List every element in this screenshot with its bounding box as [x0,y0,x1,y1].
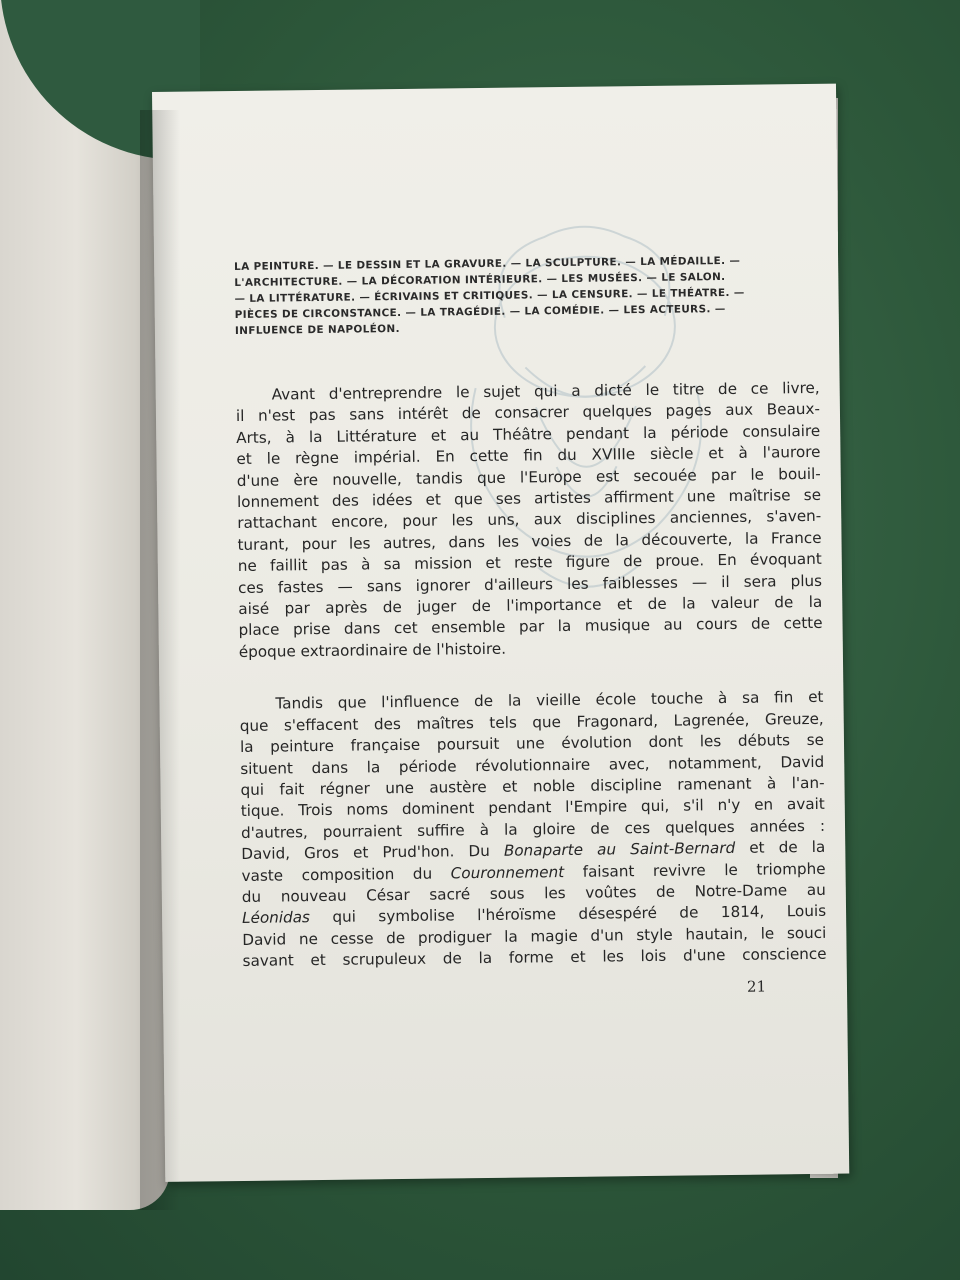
text-run: qui symbolise l'héroïsme désespéré de 1814, Louis [309,902,827,927]
text-line: Avant d'entreprendre le sujet qui a dicté le titre de ce livre, [271,378,820,404]
summary-line: PIÈCES DE CIRCONSTANCE. — LA TRAGÉDIE. — LA COMÉDIE. — LES ACTEURS. — [234,303,726,322]
text-line: David ne cesse de prodiguer la magie d'un style hautain, le souci [242,923,827,949]
text-line: rattachant encore, pour les uns, aux disciplines anciennes, s'aven- [237,507,822,533]
gutter-shadow [140,110,180,1210]
text-line: ces fastes — sans ignorer d'ailleurs les faiblesses — il sera plus [237,571,823,597]
paragraph-2 [239,687,826,972]
text-run: David, Gros et Prud'hon. Du [241,841,505,864]
text-line: ne faillit pas à sa mission et reste figure de proue. En évoquant [237,550,822,576]
text-line: que s'effacent des maîtres tels que Fragonard, Lagrenée, Greuze, [239,709,824,735]
summary-line: L'ARCHITECTURE. — LA DÉCORATION INTÉRIEURE. — LES MUSÉES. — LE SALON. [234,271,726,290]
summary-line: INFLUENCE DE NAPOLÉON. [234,322,401,338]
text-line: aisé par après de juger de l'importance et de la valeur de la [238,592,823,619]
text-line: Arts, à la Littérature et au Théâtre pendant la période consulaire [236,421,821,447]
artwork-title: Couronnement [450,862,565,882]
text-line: lonnement des idées et que ses artistes affirment une maîtrise se [236,485,822,512]
text-line: turant, pour les autres, dans les voies de la découverte, la France [237,528,822,554]
text-run: faisant revivre le triomphe [563,859,826,881]
paragraph-1 [236,378,823,663]
text-line: et le règne impérial. En cette fin du XVIIIe siècle et à l'aurore [236,443,821,469]
text-run: et de la [735,837,826,858]
artwork-title: Léonidas [241,908,311,928]
text-line: tique. Trois noms dominent pendant l'Empire qui, s'il n'y en avait [240,795,825,821]
text-line: Tandis que l'influence de la vieille école touche à sa fin et [275,688,824,713]
text-line: qui fait régner une austère et noble discipline ramenant à l'an- [240,773,825,799]
text-line: place prise dans cet ensemble par la musique au cours de cette [238,614,823,640]
text-line: époque extraordinaire de l'histoire. [238,639,507,661]
text-line: savant et scrupuleux de la forme et les lois d'une conscience [242,944,827,971]
summary-line: — LA LITTÉRATURE. — ÉCRIVAINS ET CRITIQUES. — LA CENSURE. — LE THÉATRE. — [234,286,745,306]
text-line: d'autres, pourraient suffire à la gloire de ces quelques années : [240,816,826,842]
text-line: situent dans la période révolutionnaire avec, notamment, David [240,752,825,778]
page-number: 21 [746,977,767,996]
text-line: il n'est pas sans intérêt de consacrer quelques pages aux Beaux- [235,400,821,426]
artwork-title: Bonaparte au Saint-Bernard [503,839,736,860]
body-text [236,378,827,973]
text-line: du nouveau César sacré sous les voûtes de Notre-Dame au [241,880,826,906]
summary-line: LA PEINTURE. — LE DESSIN ET LA GRAVURE. — LA SCULPTURE. — LA MÉDAILLE. — [234,254,741,274]
text-run: vaste composition du [241,863,451,885]
text-line: la peinture française poursuit une évolution dont les débuts se [239,730,825,757]
chapter-summary [234,252,819,339]
right-page [152,84,849,1182]
text-line: d'une ère nouvelle, tandis que l'Europe est secouée par le bouil- [236,464,821,490]
